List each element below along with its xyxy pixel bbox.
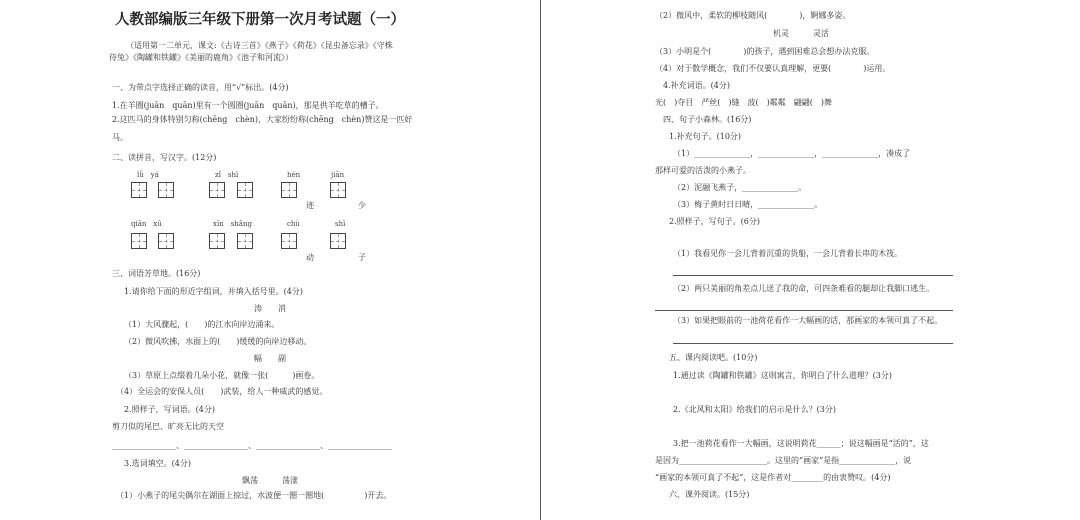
sentence: （1）______________，______________，______________，凑成了 — [673, 149, 911, 158]
writing-box[interactable] — [158, 182, 174, 198]
q3-item-3: 3.选词填空。(4分) — [124, 459, 191, 468]
word-pair: 幅 副 — [254, 354, 286, 363]
intro-line-2: 待兔》《陶罐和铁罐》《美丽的鹿角》《池子和河流》） — [109, 53, 293, 62]
writing-box[interactable] — [237, 182, 253, 198]
reading-question: 2.《北风和太阳》给我们的启示是什么？(3分) — [673, 405, 836, 414]
right-page — [541, 0, 1080, 520]
writing-box[interactable] — [209, 233, 225, 249]
writing-box[interactable] — [131, 233, 147, 249]
q3-item-4: 4.补充词语。(4分) — [663, 81, 730, 90]
q4-item-1: 1.补充句子。(10分) — [669, 132, 742, 141]
example-sentence: （3）如果把眼前的一池荷花看作一大幅画的话，那画家的本领可真了不起。 — [673, 316, 943, 325]
page-title: 人教部编版三年级下册第一次月考试题（一） — [115, 11, 405, 28]
q3-item-2: 2.照样子，写词语。(4分) — [124, 405, 215, 414]
word-completion: 光( )夺目 严丝( )缝 波( )粼粼 翩翩( )舞 — [655, 98, 832, 107]
reading-question: 是因为______________________。这里的“画家”是指______________，说 — [655, 456, 912, 465]
pinyin-label: qiān xū — [131, 220, 162, 228]
writing-box[interactable] — [237, 233, 253, 249]
tail-character: 子 — [358, 253, 366, 262]
q3-sentence: （2）微风吹拂，水面上的( )缓缓的向岸边移动。 — [124, 337, 312, 346]
tail-character: 动 — [306, 253, 314, 262]
reading-question: “画家的本领可真了不起”，这是作者对________的由衷赞叹。(4分) — [655, 473, 891, 482]
writing-box[interactable] — [330, 233, 346, 249]
writing-box[interactable] — [281, 182, 297, 198]
intro-line-1: （适用第一二单元，课文:《古诗三首》《燕子》《荷花》《昆虫备忘录》《守株 — [126, 41, 393, 50]
section-1-heading: 一、为带点字选择正确的读音，用“√”标出。(4分) — [112, 83, 289, 92]
writing-box[interactable] — [330, 182, 346, 198]
pinyin-label: lǜ yá — [137, 171, 159, 179]
answer-line[interactable] — [673, 343, 953, 344]
q1-item-2-cont: 马。 — [112, 133, 128, 142]
sentence: （4）对于数学概念，我们不仅要认真理解，更要( )运用。 — [655, 64, 891, 73]
pinyin-label: chù — [287, 220, 300, 228]
answer-blanks[interactable]: ________________、________________、________________、________________ — [112, 441, 392, 450]
answer-line[interactable] — [655, 310, 953, 311]
word-pair: 飘荡 荡漾 — [242, 476, 298, 485]
tail-character: 迹 — [306, 201, 314, 210]
tail-character: 少 — [358, 201, 366, 210]
answer-line[interactable] — [673, 275, 953, 276]
reading-question: 1.通过读《陶罐和铁罐》这则寓言，你明白了什么道理？(3分) — [673, 371, 892, 380]
writing-box[interactable] — [131, 182, 147, 198]
word-pair: 涛 消 — [254, 304, 286, 313]
section-4-heading: 四、句子小森林。(16分) — [663, 115, 752, 124]
sentence: 那样可爱的活泼的小燕子。 — [655, 166, 751, 175]
section-2-heading: 二、读拼音，写汉字。(12分) — [112, 153, 217, 162]
section-3-heading: 三、词语芳草地。(16分) — [112, 269, 201, 278]
section-6-heading: 六、课外阅读。(15分) — [669, 490, 750, 499]
example-sentence: （2）两只美丽的角差点儿送了我的命，可四条难看的腿却让我脚口逃生。 — [673, 284, 935, 293]
q1-item-2: 2.这匹马的身体特别匀称(chēng chèn)，大家纷纷称(chēng chèn)赞这是一匹好 — [112, 115, 413, 124]
sentence: （3）梅子黄时日日晴，______________。 — [673, 200, 823, 209]
q3-item-1: 1.请你给下面的形近字组词，并填入括号里。(4分) — [124, 287, 303, 296]
q3-sentence: （3）草原上点缀着几朵小花，就像一张( )画卷。 — [124, 371, 320, 380]
q3-sentence: （1）小燕子的尾尖偶尔在湖面上掠过，水波便一圈一圈地( )开去。 — [116, 491, 392, 500]
writing-box[interactable] — [281, 233, 297, 249]
writing-box[interactable] — [158, 233, 174, 249]
pinyin-label: zǐ shì — [215, 171, 239, 179]
writing-box[interactable] — [209, 182, 225, 198]
pinyin-label: jiān — [331, 171, 345, 179]
section-5-heading: 五、课内阅读吧。(10分) — [669, 353, 758, 362]
reading-question: 3.把一池荷花看作一大幅画，这说明荷花______；说这幅画是“活的”，这 — [673, 439, 929, 448]
sentence: （2）微风中，柔软的柳枝随风( )，婀娜多姿。 — [655, 11, 851, 20]
q1-item-1: 1.在羊圈(juān quān)里有一个圆圈(juān quān)，那是供羊吃草的槽子。 — [112, 101, 384, 110]
sentence: （2）泥融飞燕子，______________。 — [673, 183, 807, 192]
q3-sentence: （4）全运会的安保人员( )武装，给人一种威武的感觉。 — [116, 387, 328, 396]
q4-item-2: 2.照样子，写句子。(6分) — [669, 217, 760, 226]
pinyin-label: xīn shǎng — [213, 220, 252, 228]
pinyin-label: shī — [335, 220, 346, 228]
pinyin-label: hén — [287, 171, 301, 179]
q3-sentence: （1）大风骤起，( )的江水向岸边涌来。 — [124, 320, 280, 329]
example-sentence: （1）我看见你一会儿背着沉重的货船，一会儿背着长串的木筏。 — [673, 249, 903, 258]
word-pair: 机灵 灵活 — [773, 29, 829, 38]
q3-example: 剪刀似的尾巴、旷亮无比的天空 — [112, 422, 224, 431]
sentence: （3）小明是个( )的孩子，遇到困难总会想办法克服。 — [655, 47, 875, 56]
